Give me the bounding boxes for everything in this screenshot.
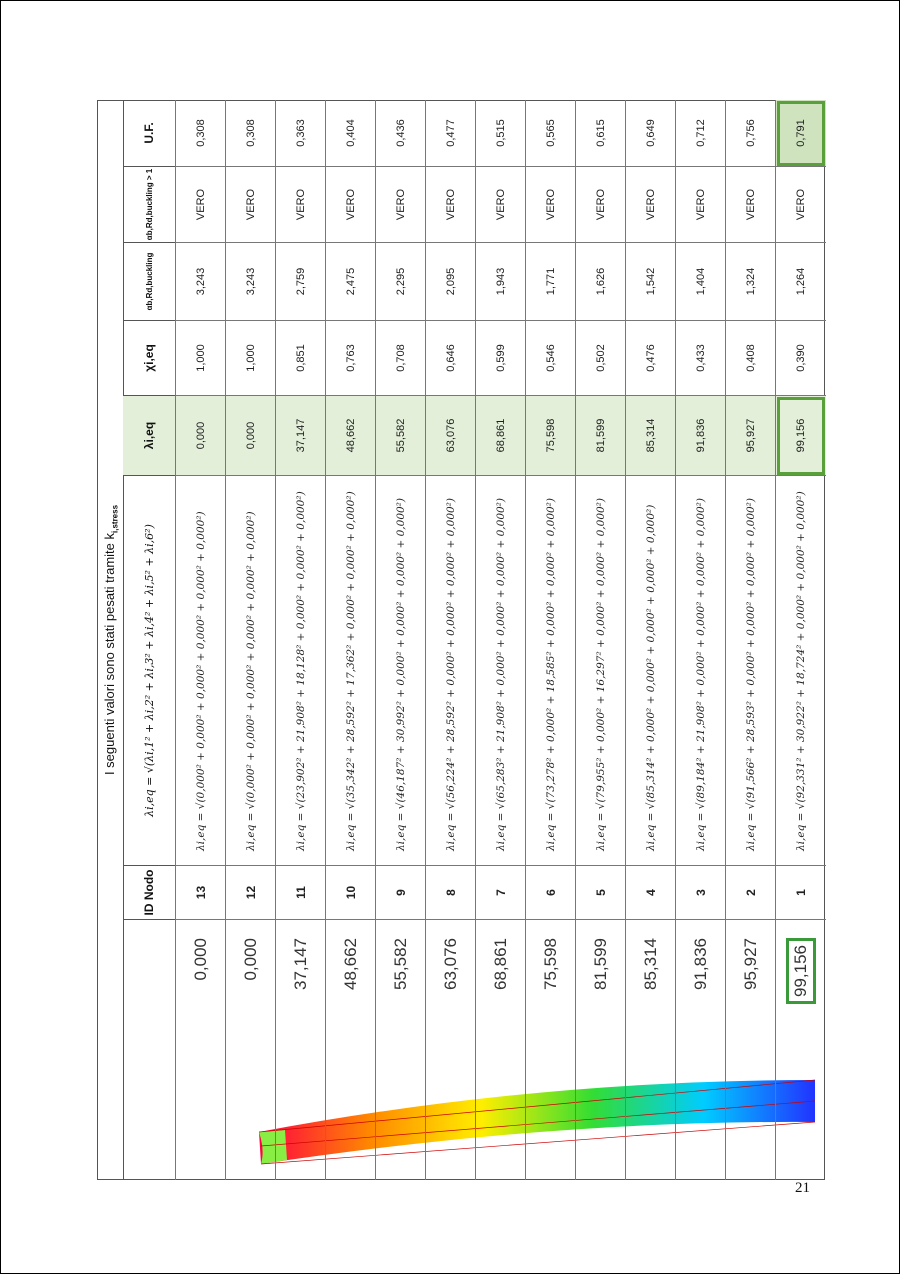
lambda-value-label: 0,000 bbox=[191, 938, 210, 981]
check-value: VERO bbox=[476, 167, 526, 243]
check-value: VERO bbox=[276, 167, 326, 243]
alpha-value: 3,243 bbox=[226, 243, 276, 321]
lambda-formula: λi,eq = √(56,224² + 28,592² + 0,000² + 0,000² + 0,000² + 0,000²) bbox=[426, 476, 476, 866]
lambda-eq-value: 99,156 bbox=[776, 396, 826, 476]
lambda-formula: λi,eq = √(79,955² + 0,000² + 16,297² + 0,000² + 0,000² + 0,000²) bbox=[576, 476, 626, 866]
node-id: 2 bbox=[726, 866, 776, 920]
max-lambda-box: 99,156 bbox=[786, 938, 816, 1004]
check-value: VERO bbox=[676, 167, 726, 243]
node-id: 12 bbox=[226, 866, 276, 920]
chi-value: 0,646 bbox=[426, 321, 476, 396]
lambda-eq-value: 48,662 bbox=[326, 396, 376, 476]
table-title bbox=[97, 100, 124, 1180]
uf-value: 0,615 bbox=[576, 100, 626, 167]
lambda-formula: λi,eq = √(35,342² + 28,592² + 17,362² + 0,000² + 0,000² + 0,000²) bbox=[326, 476, 376, 866]
header-alpha: αb,Rd,buckling bbox=[123, 243, 175, 321]
uf-value: 0,791 bbox=[776, 100, 826, 167]
chi-value: 0,851 bbox=[276, 321, 326, 396]
rotated-table bbox=[97, 100, 825, 1180]
node-id: 8 bbox=[426, 866, 476, 920]
lambda-eq-value: 55,582 bbox=[376, 396, 426, 476]
lambda-eq-value: 0,000 bbox=[226, 396, 276, 476]
uf-value: 0,477 bbox=[426, 100, 476, 167]
uf-value: 0,436 bbox=[376, 100, 426, 167]
lambda-eq-value: 95,927 bbox=[726, 396, 776, 476]
alpha-value: 1,324 bbox=[726, 243, 776, 321]
table-row bbox=[175, 100, 225, 1180]
node-id: 9 bbox=[376, 866, 426, 920]
uf-value: 0,712 bbox=[676, 100, 726, 167]
header-id: ID Nodo bbox=[123, 866, 175, 920]
alpha-value: 2,095 bbox=[426, 243, 476, 321]
chi-value: 0,708 bbox=[376, 321, 426, 396]
chi-value: 1,000 bbox=[176, 321, 226, 396]
node-id: 3 bbox=[676, 866, 726, 920]
lambda-formula: λi,eq = √(65,283² + 21,908² + 0,000² + 0,000² + 0,000² + 0,000²) bbox=[476, 476, 526, 866]
alpha-value: 2,759 bbox=[276, 243, 326, 321]
header-formula: λi,eq = √(λi,1² + λi,2² + λi,3² + λi,4² + λi,5² + λi,6²) bbox=[123, 476, 175, 866]
uf-value: 0,404 bbox=[326, 100, 376, 167]
lambda-formula: λi,eq = √(89,184² + 21,908² + 0,000² + 0,000² + 0,000² + 0,000²) bbox=[676, 476, 726, 866]
table-row bbox=[275, 100, 325, 1180]
page-number: 21 bbox=[795, 1180, 810, 1196]
lambda-eq-value: 81,599 bbox=[576, 396, 626, 476]
check-value: VERO bbox=[376, 167, 426, 243]
check-value: VERO bbox=[176, 167, 226, 243]
chi-value: 0,408 bbox=[726, 321, 776, 396]
alpha-value: 1,542 bbox=[626, 243, 676, 321]
table-row bbox=[475, 100, 525, 1180]
node-id: 6 bbox=[526, 866, 576, 920]
chi-value: 0,476 bbox=[626, 321, 676, 396]
lambda-formula: λi,eq = √(85,314² + 0,000² + 0,000² + 0,000² + 0,000² + 0,000²) bbox=[626, 476, 676, 866]
lambda-eq-value: 63,076 bbox=[426, 396, 476, 476]
table-row bbox=[375, 100, 425, 1180]
check-value: VERO bbox=[426, 167, 476, 243]
lambda-eq-value: 0,000 bbox=[176, 396, 226, 476]
lambda-eq-value: 85,314 bbox=[626, 396, 676, 476]
table-row bbox=[425, 100, 475, 1180]
header-uf: U.F. bbox=[123, 100, 175, 167]
chi-value: 0,502 bbox=[576, 321, 626, 396]
lambda-formula: λi,eq = √(73,278² + 0,000² + 18,585² + 0,000² + 0,000² + 0,000²) bbox=[526, 476, 576, 866]
lambda-formula: λi,eq = √(0,000² + 0,000² + 0,000² + 0,000² + 0,000² + 0,000²) bbox=[176, 476, 226, 866]
node-id: 5 bbox=[576, 866, 626, 920]
lambda-eq-value: 37,147 bbox=[276, 396, 326, 476]
table-row bbox=[325, 100, 375, 1180]
header-check: αb,Rd,buckling > 1 bbox=[123, 167, 175, 243]
lambda-formula: λi,eq = √(23,902² + 21,908² + 18,128² + 0,000² + 0,000² + 0,000²) bbox=[276, 476, 326, 866]
alpha-value: 2,475 bbox=[326, 243, 376, 321]
title-text: I seguenti valori sono stati pesati tramite k bbox=[102, 532, 117, 776]
check-value: VERO bbox=[526, 167, 576, 243]
uf-value: 0,363 bbox=[276, 100, 326, 167]
lambda-value-label: 48,662 bbox=[341, 938, 360, 990]
alpha-value: 1,404 bbox=[676, 243, 726, 321]
check-value: VERO bbox=[226, 167, 276, 243]
chi-value: 0,763 bbox=[326, 321, 376, 396]
check-value: VERO bbox=[626, 167, 676, 243]
check-value: VERO bbox=[776, 167, 826, 243]
table-row bbox=[575, 100, 625, 1180]
lambda-value-label: 37,147 bbox=[291, 938, 310, 990]
chi-value: 0,599 bbox=[476, 321, 526, 396]
chi-value: 0,390 bbox=[776, 321, 826, 396]
alpha-value: 1,943 bbox=[476, 243, 526, 321]
alpha-value: 1,771 bbox=[526, 243, 576, 321]
lambda-formula: λi,eq = √(0,000² + 0,000² + 0,000² + 0,000² + 0,000² + 0,000²) bbox=[226, 476, 276, 866]
node-id: 1 bbox=[776, 866, 826, 920]
lambda-eq-value: 75,598 bbox=[526, 396, 576, 476]
lambda-value-label: 91,836 bbox=[691, 938, 710, 990]
chi-value: 0,433 bbox=[676, 321, 726, 396]
table-row bbox=[725, 100, 775, 1180]
chi-value: 1,000 bbox=[226, 321, 276, 396]
alpha-value: 1,264 bbox=[776, 243, 826, 321]
lambda-formula: λi,eq = √(91,566² + 28,593² + 0,000² + 0,000² + 0,000² + 0,000²) bbox=[726, 476, 776, 866]
node-id: 7 bbox=[476, 866, 526, 920]
lambda-value-label: 68,861 bbox=[491, 938, 510, 990]
uf-value: 0,649 bbox=[626, 100, 676, 167]
table-row bbox=[225, 100, 275, 1180]
alpha-value: 3,243 bbox=[176, 243, 226, 321]
table-row bbox=[525, 100, 575, 1180]
table-row bbox=[775, 100, 825, 1180]
node-id: 4 bbox=[626, 866, 676, 920]
alpha-value: 1,626 bbox=[576, 243, 626, 321]
lambda-eq-value: 91,836 bbox=[676, 396, 726, 476]
title-subscript: i,stress bbox=[110, 504, 120, 533]
uf-value: 0,515 bbox=[476, 100, 526, 167]
header-chi: χi,eq bbox=[123, 321, 175, 396]
table-row bbox=[625, 100, 675, 1180]
alpha-value: 2,295 bbox=[376, 243, 426, 321]
header-lambda: λi,eq bbox=[123, 396, 175, 476]
uf-value: 0,308 bbox=[226, 100, 276, 167]
lambda-formula: λi,eq = √(92,331² + 30,922² + 18,724² + 0,000² + 0,000² + 0,000²) bbox=[776, 476, 826, 866]
lambda-value-label: 0,000 bbox=[241, 938, 260, 981]
uf-value: 0,308 bbox=[176, 100, 226, 167]
lambda-eq-value: 68,861 bbox=[476, 396, 526, 476]
lambda-value-label: 95,927 bbox=[741, 938, 760, 990]
lambda-value-label bbox=[776, 920, 826, 1180]
lambda-value-label: 55,582 bbox=[391, 938, 410, 990]
node-id: 13 bbox=[176, 866, 226, 920]
check-value: VERO bbox=[326, 167, 376, 243]
node-id: 11 bbox=[276, 866, 326, 920]
table-row bbox=[675, 100, 725, 1180]
lambda-value-label: 75,598 bbox=[541, 938, 560, 990]
lambda-formula: λi,eq = √(46,187² + 30,992² + 0,000² + 0,000² + 0,000² + 0,000²) bbox=[376, 476, 426, 866]
lambda-value-label: 81,599 bbox=[591, 938, 610, 990]
uf-value: 0,565 bbox=[526, 100, 576, 167]
check-value: VERO bbox=[726, 167, 776, 243]
lambda-value-label: 85,314 bbox=[641, 938, 660, 990]
check-value: VERO bbox=[576, 167, 626, 243]
node-id: 10 bbox=[326, 866, 376, 920]
chi-value: 0,546 bbox=[526, 321, 576, 396]
uf-value: 0,756 bbox=[726, 100, 776, 167]
lambda-value-label: 63,076 bbox=[441, 938, 460, 990]
